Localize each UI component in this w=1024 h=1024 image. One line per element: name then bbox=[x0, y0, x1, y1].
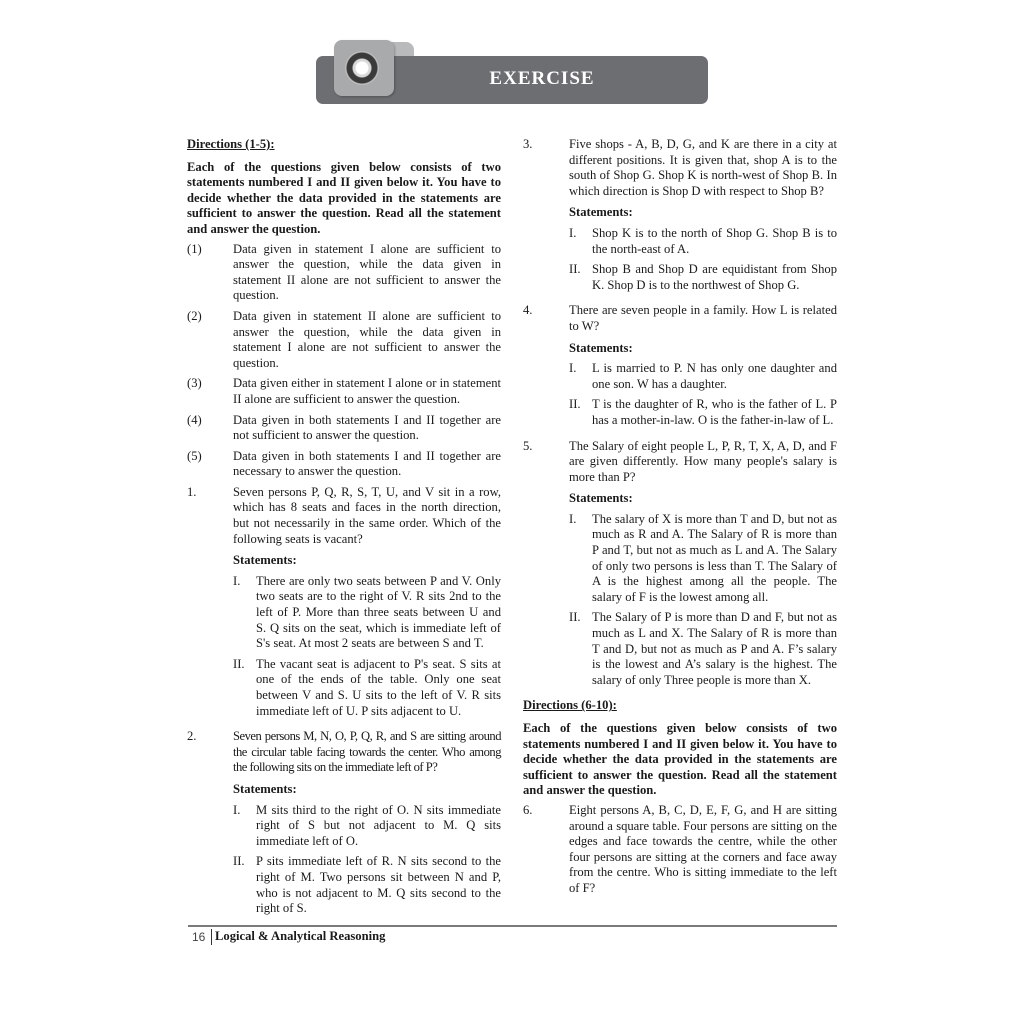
disc-icon bbox=[345, 51, 379, 85]
statement bbox=[569, 226, 837, 257]
right-column bbox=[523, 137, 837, 902]
answer-option bbox=[187, 309, 501, 371]
statement bbox=[569, 262, 837, 293]
statement bbox=[569, 512, 837, 606]
question-body bbox=[569, 303, 837, 433]
statement-text: The salary of X is more than T and D, but not as much as R and A. The Salary of R is more than P and T, but not as much as L and A. The Salary of only two persons is less than T. The Salary of A is the highest among all the people. The salary of F is the lowest among all. bbox=[592, 511, 837, 604]
statement-number: II. bbox=[233, 656, 245, 671]
question-number: 6. bbox=[523, 802, 533, 817]
statement-text: L is married to P. N has only one daughter and one son. W has a daughter. bbox=[592, 361, 837, 391]
statement-number: I. bbox=[569, 361, 577, 376]
statement bbox=[233, 854, 501, 916]
statement-number: I. bbox=[569, 225, 577, 240]
option-number: (2) bbox=[187, 308, 202, 323]
statement-text: P sits immediate left of R. N sits second to the right of M. Two persons sit between N and P, who is not adjacent to M. Q sits second to the right of S. bbox=[256, 854, 501, 916]
option-number: (1) bbox=[187, 241, 202, 256]
question-number: 2. bbox=[187, 729, 197, 744]
statement-number: I. bbox=[233, 802, 241, 817]
question bbox=[523, 439, 837, 694]
page-title: EXERCISE bbox=[489, 68, 595, 89]
question bbox=[523, 137, 837, 298]
statements-heading: Statements: bbox=[233, 553, 297, 568]
question-text: Eight persons A, B, C, D, E, F, G, and H are sitting around a square table. Four persons are sitting on the edges and face towards the centre, while the other four persons are sitting at the corners and face away from the centre. Who is sitting immediate to the left of F? bbox=[569, 802, 837, 895]
question bbox=[187, 729, 501, 922]
question-text: Seven persons P, Q, R, S, T, U, and V sit in a row, which has 8 seats and faces in the north direction, but not necessarily in the same order. Which of the following seats is vacant? bbox=[233, 484, 501, 546]
option-text: Data given in statement II alone are sufficient to answer the question, while the data given in statement I alone are not sufficient to answer the question. bbox=[233, 308, 501, 370]
statement bbox=[569, 397, 837, 428]
statement-number: II. bbox=[569, 262, 581, 277]
question-text: There are seven people in a family. How L is related to W? bbox=[569, 303, 837, 333]
directions-heading: Directions (1-5): bbox=[187, 137, 275, 151]
option-text: Data given in both statements I and II together are necessary to answer the question. bbox=[233, 448, 501, 479]
statement bbox=[233, 657, 501, 719]
question bbox=[523, 803, 837, 897]
answer-option bbox=[187, 376, 501, 407]
question-number: 5. bbox=[523, 438, 533, 453]
option-text: Data given in both statements I and II together are not sufficient to answer the question. bbox=[233, 412, 501, 443]
question-text: The Salary of eight people L, P, R, T, X, A, D, and F are given differently. How many people's salary is more than P? bbox=[569, 438, 837, 484]
directions-text: Each of the questions given below consists of two statements numbered I and II given below it. You have to decide whether the data provided in the statements are sufficient to answer the question. Read all the statement and answer the question. bbox=[187, 159, 501, 236]
statement-text: T is the daughter of R, who is the father of L. P has a mother-in-law. O is the father-in-law of L. bbox=[592, 397, 837, 427]
question-body bbox=[233, 485, 501, 724]
statements-heading: Statements: bbox=[233, 781, 297, 796]
statement-number: II. bbox=[569, 610, 581, 625]
answer-option bbox=[187, 449, 501, 480]
option-number: (5) bbox=[187, 448, 202, 463]
directions-heading: Directions (6-10): bbox=[523, 698, 617, 713]
book-title: Logical & Analytical Reasoning bbox=[215, 929, 386, 943]
left-column bbox=[187, 137, 501, 927]
option-number: (3) bbox=[187, 376, 202, 391]
question-text: Five shops - A, B, D, G, and K are there in a city at different positions. It is given that, shop A is to the south of Shop G. Shop K is north-west of Shop B. In which direction is Shop D with respect to Shop B? bbox=[569, 137, 837, 198]
statement-number: I. bbox=[569, 511, 577, 526]
question-text: Seven persons M, N, O, P, Q, R, and S are sitting around the circular table facing towards the center. Who among the following sits on the immediate left of P? bbox=[233, 729, 501, 775]
statements-heading: Statements: bbox=[569, 491, 633, 506]
question-body bbox=[569, 439, 837, 694]
question-number: 4. bbox=[523, 303, 533, 318]
statement-text: The vacant seat is adjacent to P's seat. S sits at one of the ends of the table. Only one seat between V and S. U sits to the left of V. R sits immediate left of U. P sits adjacent to U. bbox=[256, 656, 501, 718]
statements-heading: Statements: bbox=[569, 340, 633, 355]
statement-number: I. bbox=[233, 573, 241, 588]
answer-option bbox=[187, 413, 501, 444]
option-text: Data given in statement I alone are sufficient to answer the question, while the data given in statement II alone are not sufficient to answer the question. bbox=[233, 241, 501, 303]
statement bbox=[569, 361, 837, 392]
question-number: 1. bbox=[187, 484, 197, 499]
footer-separator bbox=[211, 929, 212, 945]
statement-text: The Salary of P is more than D and F, but not as much as L and X. The Salary of R is more than T and D, but not as much as P and A. F’s salary is the lowest and A’s salary is the highest. The salary of only Three people is more than X. bbox=[592, 610, 837, 687]
statement-text: M sits third to the right of O. N sits immediate right of S but not adjacent to M. Q sits immediate left of O. bbox=[256, 802, 501, 848]
statement bbox=[233, 803, 501, 850]
statement-text: There are only two seats between P and V. Only two seats are to the right of V. R sits 2nd to the left of P. More than three seats between U and S. Q sits on the seat, which is immediate left of S's seat. At most 2 seats are between S and T. bbox=[256, 573, 501, 651]
statement-number: II. bbox=[233, 854, 245, 869]
statements-heading: Statements: bbox=[569, 205, 633, 220]
footer-rule bbox=[188, 925, 837, 927]
statement-number: II. bbox=[569, 397, 581, 412]
option-number: (4) bbox=[187, 412, 202, 427]
directions-text: Each of the questions given below consists of two statements numbered I and II given below it. You have to decide whether the data provided in the statements are sufficient to answer the question. Read all the statement and answer the question. bbox=[523, 721, 837, 798]
answer-option bbox=[187, 242, 501, 304]
question bbox=[187, 485, 501, 724]
statement bbox=[233, 574, 501, 652]
page-number: 16 bbox=[192, 930, 206, 944]
question bbox=[523, 303, 837, 433]
statement-text: Shop B and Shop D are equidistant from Shop K. Shop D is to the northwest of Shop G. bbox=[592, 262, 837, 292]
question-body bbox=[569, 137, 837, 298]
question-body bbox=[233, 729, 501, 922]
question-number: 3. bbox=[523, 137, 533, 151]
statement-text: Shop K is to the north of Shop G. Shop B is to the north-east of A. bbox=[592, 225, 837, 256]
option-text: Data given either in statement I alone or in statement II alone are sufficient to answer the question. bbox=[233, 376, 501, 406]
statement bbox=[569, 610, 837, 688]
